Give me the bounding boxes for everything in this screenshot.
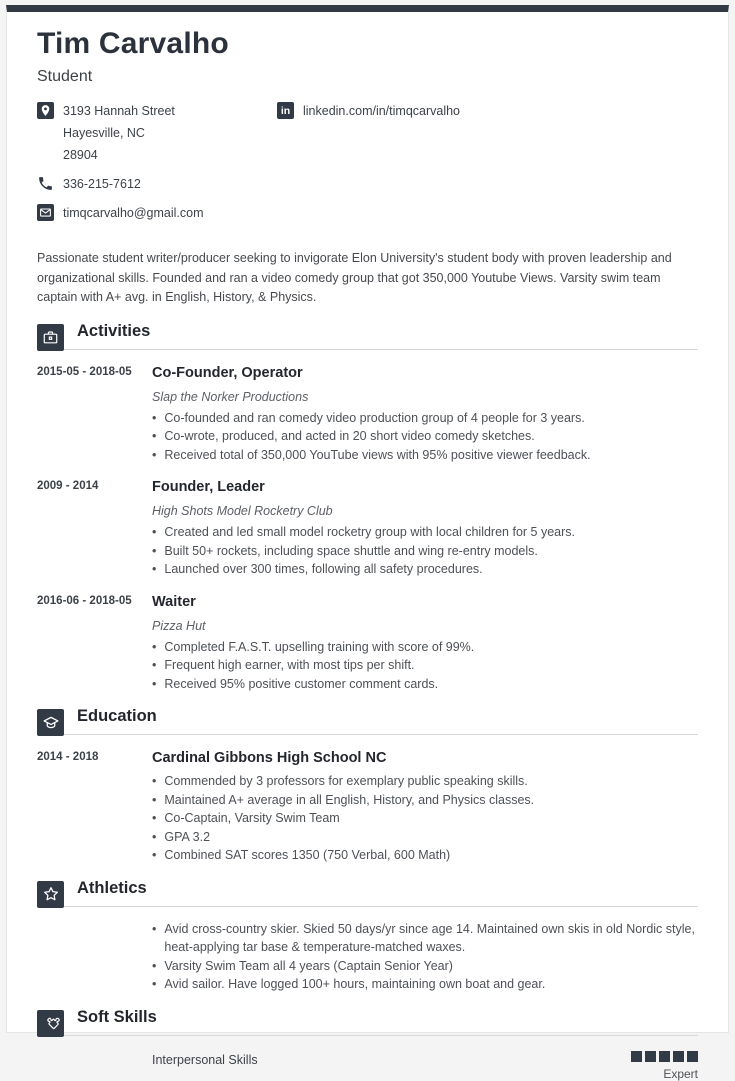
bullet-marker: • [152,811,157,825]
location-pin-icon [37,102,54,119]
entry-organization: High Shots Model Rocketry Club [152,504,333,518]
bullet-text: Created and led small model rocketry group with local children for 5 years. [164,525,575,539]
entry-row [37,748,698,865]
bullet-marker: • [152,676,157,691]
summary-paragraph: Passionate student writer/producer seeking to invigorate Elon University's student body with proven leadership and organizational skills. Founded and ran a video comedy group that got 350,000 Youtube Views. Varsity swim team captain with A+ avg. in English, History, & Physics. [37,251,672,304]
rating-square-filled [673,1051,684,1062]
star-icon [37,881,64,908]
section-education-header [37,707,698,735]
bullet-text: Launched over 300 times, following all safety procedures. [164,562,483,576]
email-icon [37,204,54,221]
bullet-text: Built 50+ rockets, including space shuttle and wing re-entry models. [164,543,538,558]
skill-name: Interpersonal Skills [152,1052,258,1067]
address-line-3: 28904 [63,148,98,162]
address-line-1: 3193 Hannah Street [63,104,175,118]
person-title: Student [37,68,93,85]
entry-row [37,363,698,465]
bullet-item [152,920,698,957]
bullet-text: Co-wrote, produced, and acted in 20 short video comedy sketches. [164,429,535,443]
section-title: Soft Skills [77,1007,157,1026]
bullet-text: Commended by 3 professors for exemplary public speaking skills. [164,774,528,788]
puzzle-piece-icon [37,1010,64,1037]
bullet-marker: • [152,792,157,807]
address-text [63,100,175,166]
entry-dates: 2014 - 2018 [37,751,99,763]
bullet-marker: • [152,977,157,991]
bullet-text: GPA 3.2 [164,829,211,844]
contact-linkedin [277,100,698,122]
bullet-marker: • [152,543,157,558]
bullet-item [152,772,698,791]
bullet-marker: • [152,429,157,443]
bullet-text: Avid sailor. Have logged 100+ hours, maintaining own boat and gear. [164,977,546,991]
activities-entries [37,350,698,694]
contact-block [37,100,698,231]
rating-square-filled [687,1051,698,1062]
bullet-text: Received total of 350,000 YouTube views with 95% positive viewer feedback. [164,447,591,462]
section-athletics-header [37,879,698,907]
bullet-item [152,675,698,694]
rating-square-filled [659,1051,670,1062]
bullet-item [152,560,698,579]
skill-rating-squares [631,1051,698,1062]
entry-body [152,477,698,579]
bullet-text: Varsity Swim Team all 4 years (Captain Senior Year) [164,958,453,973]
contact-column-right [277,100,698,231]
section-title: Athletics [77,878,147,897]
entry-organization: Pizza Hut [152,618,206,633]
phone-text: 336-215-7612 [63,177,141,191]
bullet-text: Co-Captain, Varsity Swim Team [164,811,340,825]
skill-row [37,1049,698,1081]
contact-column-left [37,100,277,231]
section-activities [37,322,698,694]
bullet-marker: • [152,658,157,672]
bullet-marker: • [152,525,157,539]
bullet-item [152,809,698,828]
entry-body [152,748,698,865]
section-soft-skills [37,1008,698,1081]
bullet-item [152,446,698,465]
entry-role: Co-Founder, Operator [152,364,303,381]
bullet-item [152,523,698,542]
section-education [37,707,698,865]
bullet-text: Maintained A+ average in all English, History, and Physics classes. [164,792,535,807]
entry-body [152,592,698,694]
bullet-text: Combined SAT scores 1350 (750 Verbal, 600 Math) [164,848,451,862]
bullet-item [152,957,698,976]
entry-organization: Slap the Norker Productions [152,389,309,404]
contact-email [37,202,277,224]
bullet-marker: • [152,848,157,862]
email-text: timqcarvalho@gmail.com [63,206,204,220]
bullet-text: Completed F.A.S.T. upselling training with score of 99%. [164,639,475,654]
skills-list [37,1036,698,1081]
briefcase-icon [37,324,64,351]
athletics-bullets [152,907,698,994]
bullet-text: Avid cross-country skier. Skied 50 days/yr since age 14. Maintained own skis in old Nordic style, heat-applying tar base & temperature-matched waxes. [164,921,695,954]
section-soft-skills-header [37,1008,698,1036]
skill-rating [631,1051,698,1081]
rating-square-filled [645,1051,656,1062]
bullet-marker: • [152,447,157,462]
bullet-marker: • [152,562,157,576]
bullet-item [152,828,698,847]
bullet-marker: • [152,921,157,936]
bullet-marker: • [152,829,157,844]
section-athletics [37,879,698,994]
bullet-marker: • [152,639,157,654]
bullet-text: Co-founded and ran comedy video production group of 4 people for 3 years. [164,410,585,425]
address-line-2: Hayesville, NC [63,126,145,140]
skill-level-label: Expert [663,1066,698,1081]
bullet-item [152,409,698,428]
linkedin-icon: in [277,102,294,119]
entry-dates: 2009 - 2014 [37,480,99,492]
entry-body [152,363,698,465]
contact-phone [37,173,277,195]
bullet-item [152,638,698,657]
bullet-item [152,975,698,994]
section-activities-header [37,322,698,350]
graduation-cap-icon [37,709,64,736]
entry-row [37,477,698,579]
section-title: Activities [77,321,151,340]
bullet-text: Frequent high earner, with most tips per shift. [164,658,415,672]
bullet-marker: • [152,774,157,788]
entry-role: Founder, Leader [152,479,265,495]
section-title: Education [77,707,157,725]
bullet-item [152,656,698,675]
entry-row [37,592,698,694]
linkedin-text: linkedin.com/in/timqcarvalho [303,104,461,118]
bullet-item [152,846,698,865]
bullet-item [152,427,698,446]
person-name: Tim Carvalho [37,27,229,60]
bullet-marker: • [152,410,157,425]
bullet-marker: • [152,958,157,973]
education-entries [37,735,698,865]
entry-role: Waiter [152,593,196,610]
entry-role: Cardinal Gibbons High School NC [152,750,387,766]
resume-page [6,5,729,1081]
rating-square-filled [631,1051,642,1062]
bullet-text: Received 95% positive customer comment cards. [164,676,439,691]
phone-icon [37,175,54,192]
bullet-item [152,542,698,561]
bullet-item [152,791,698,810]
contact-address [37,100,277,166]
entry-dates: 2016-06 - 2018-05 [37,594,132,607]
entry-dates: 2015-05 - 2018-05 [37,365,132,378]
